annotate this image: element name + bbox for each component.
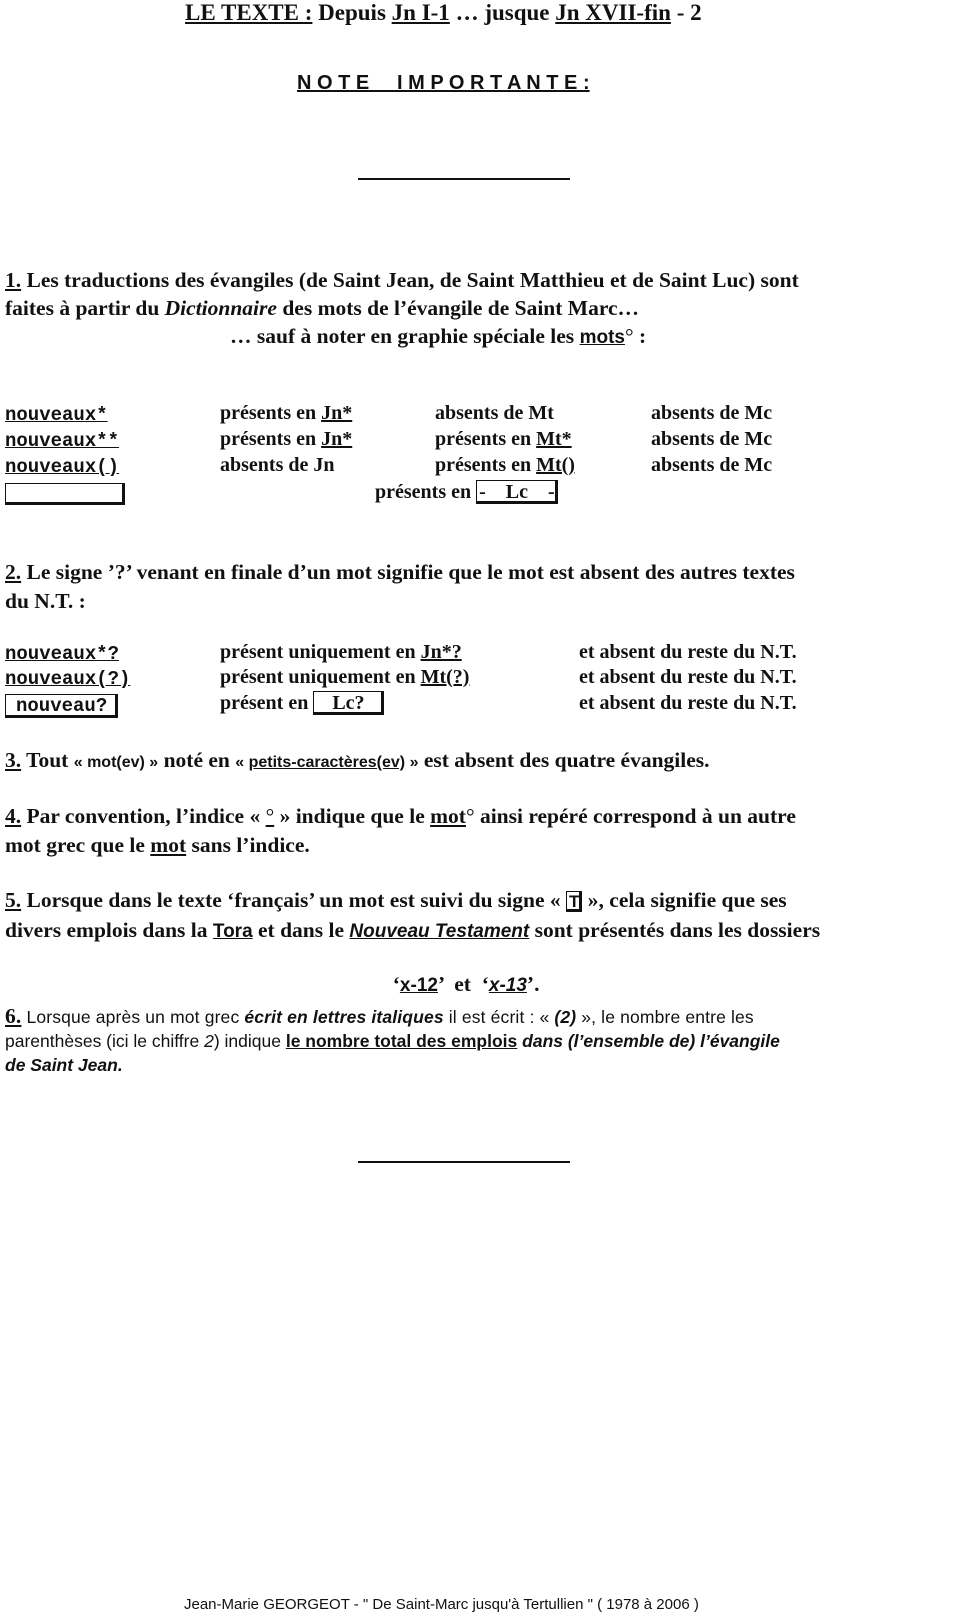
section2-line2: du N.T. : (5, 589, 86, 613)
section1-mots: mots (579, 327, 625, 348)
table2-cell: et absent du reste du N.T. (579, 641, 797, 663)
section1-text2b: des mots de l’évangile de Saint Marc… (276, 296, 640, 320)
table1-word: nouveaux() (5, 456, 120, 478)
separator-top (358, 178, 570, 180)
section1-text2a: faites à partir du (5, 296, 165, 320)
section2-line1 (5, 560, 795, 585)
header-jusque: … jusque (449, 0, 556, 25)
table1-cell: absents de Mt (435, 402, 554, 424)
lc-box: - Lc - (476, 480, 558, 504)
section4-line1: 4. Par convention, l’indice « ° » indique que le mot° ainsi repéré correspond à un autre (5, 804, 796, 828)
section1-degree: ° (624, 324, 634, 348)
section5-nouveau-testament: Nouveau Testament (349, 921, 530, 942)
table2-word: nouveaux(?) (5, 668, 131, 690)
separator-bottom (358, 1161, 570, 1163)
table1-cell: absents de Jn (220, 454, 335, 476)
section6-line2: parenthèses (ici le chiffre 2) indique le nombre total des emplois dans (l’ensemble de) l’évangile (5, 1031, 780, 1051)
section5-tora: Tora (212, 921, 253, 942)
section5-line3: ‘x-12’ et ‘x-13’. (392, 972, 540, 996)
section1-line2 (5, 296, 639, 321)
section3-mot: « mot(ev) » (73, 754, 159, 771)
table1-cell: présents en Jn* (220, 428, 353, 450)
section5-line2: divers emplois dans la Tora et dans le Nouveau Testament sont présentés dans les dossiers (5, 918, 821, 942)
section2-number: 2. (5, 560, 22, 584)
section3-petits-caracteres: petits-caractères(ev) (248, 754, 406, 771)
header-jn-end: Jn XVII-fin (555, 0, 671, 25)
header-jn-start: Jn I-1 (391, 0, 450, 25)
table1-cell: absents de Mc (651, 454, 773, 476)
section1-text3a: … sauf à noter en graphie spéciale les (230, 324, 580, 348)
section4-number: 4. (5, 804, 22, 828)
table1-cell: présents en Mt* (435, 428, 572, 450)
table1-cell: absents de Mc (651, 402, 773, 424)
section6-line1: 6. Lorsque après un mot grec écrit en lettres italiques il est écrit : « (2) », le nombre entre les (5, 1004, 754, 1028)
section2-text1: Le signe ’?’ venant en finale d’un mot signifie que le mot est absent des autres textes (21, 560, 795, 584)
section5-number: 5. (5, 888, 22, 912)
table1-cell: présents en Mt() (435, 454, 575, 476)
table2-cell: et absent du reste du N.T. (579, 666, 797, 688)
header-depuis: Depuis (318, 0, 392, 25)
table1-row4: présents en - Lc - (375, 481, 558, 504)
table2-word: nouveaux*? (5, 643, 120, 665)
page-footer: Jean-Marie GEORGEOT - " De Saint-Marc jusqu'à Tertullien " ( 1978 à 2006 ) (184, 1596, 699, 1613)
table2-cell: présent uniquement en Mt(?) (220, 666, 470, 688)
section6-number: 6. (5, 1004, 22, 1028)
section3-number: 3. (5, 748, 22, 772)
header-le-texte: LE TEXTE : (185, 0, 313, 25)
table2-word-boxed: nouveau? (5, 694, 118, 718)
section1-text3b: : (633, 324, 647, 348)
table1-cell: présents en Jn* (220, 402, 353, 424)
section4-degree: ° (265, 804, 275, 828)
table2-cell: présent en Lc? (220, 692, 384, 715)
table2-cell: et absent du reste du N.T. (579, 692, 797, 714)
section1-number: 1. (5, 268, 22, 292)
section5-line1: 5. Lorsque dans le texte ‘français’ un mot est suivi du signe « T », cela signifie que ses (5, 888, 787, 912)
section1-text1: Les traductions des évangiles (de Saint Jean, de Saint Matthieu et de Saint Luc) sont (21, 268, 799, 292)
lc-question-box: Lc? (313, 691, 383, 715)
section3: 3. Tout « mot(ev) » noté en « petits-caractères(ev) » est absent des quatre évangiles. (5, 748, 710, 772)
table1-cell: absents de Mc (651, 428, 773, 450)
dossier-x13: x-13 (488, 975, 527, 996)
section1-dictionnaire: Dictionnaire (164, 296, 277, 320)
note-title: N O T E I M P O R T A N T E : (297, 72, 590, 94)
section1-line3 (230, 324, 646, 349)
header-suffix: - 2 (670, 0, 702, 25)
section4-line2: mot grec que le mot sans l’indice. (5, 833, 310, 857)
table1-word: nouveaux* (5, 404, 108, 426)
section1-line1 (5, 268, 799, 293)
table1-empty-box (5, 483, 125, 505)
table2-cell: présent uniquement en Jn*? (220, 641, 462, 663)
section6-line3: de Saint Jean. (5, 1055, 123, 1075)
table1-word: nouveaux** (5, 430, 120, 452)
dossier-x12: x-12 (399, 975, 438, 996)
t-sign-box: T (566, 891, 582, 912)
page-header (185, 0, 702, 26)
